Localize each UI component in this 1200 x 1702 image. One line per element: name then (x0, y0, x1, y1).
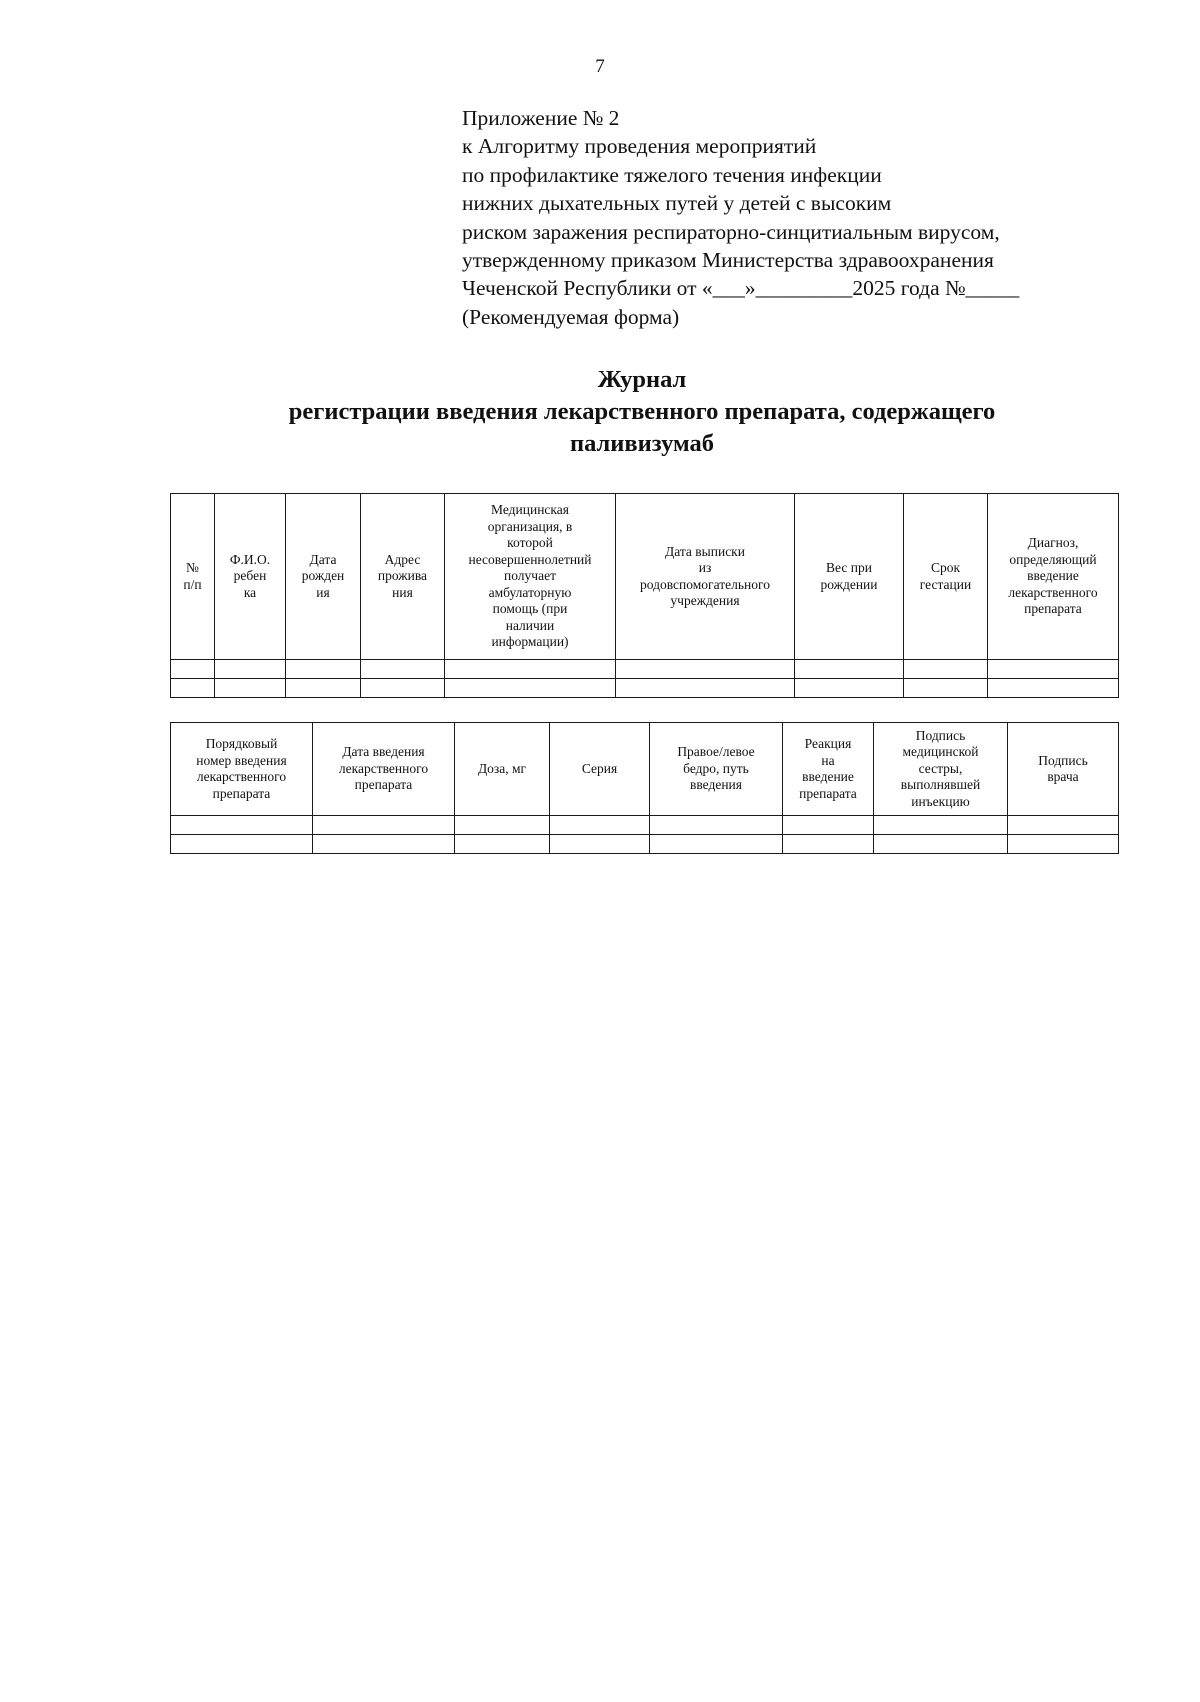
table-cell[interactable] (361, 660, 445, 679)
table-cell[interactable] (286, 679, 361, 698)
appendix-line: по профилактике тяжелого течения инфекции (462, 162, 882, 187)
table-cell[interactable] (904, 679, 988, 698)
table-cell[interactable] (215, 660, 286, 679)
table-row (171, 835, 1119, 854)
table-cell[interactable] (904, 660, 988, 679)
header-cell: Ф.И.О. ребен ка (215, 494, 286, 660)
header-cell: Подпись врача (1008, 723, 1119, 816)
table-cell[interactable] (616, 679, 795, 698)
injection-record-table (170, 722, 1119, 854)
patient-registration-table (170, 493, 1119, 698)
table-cell[interactable] (650, 835, 783, 854)
header-cell: Подпись медицинской сестры, выполнявшей инъекцию (874, 723, 1008, 816)
table-cell[interactable] (874, 816, 1008, 835)
header-cell: Серия (550, 723, 650, 816)
table-cell[interactable] (455, 835, 550, 854)
table-cell[interactable] (650, 816, 783, 835)
table-cell[interactable] (215, 679, 286, 698)
table-cell[interactable] (313, 835, 455, 854)
table-cell[interactable] (445, 660, 616, 679)
table-row (171, 679, 1119, 698)
table-row (171, 660, 1119, 679)
header-cell: Доза, мг (455, 723, 550, 816)
table-cell[interactable] (550, 816, 650, 835)
table-cell[interactable] (1008, 816, 1119, 835)
table-row (171, 816, 1119, 835)
header-cell: Порядковый номер введения лекарственного препарата (171, 723, 313, 816)
appendix-line: утвержденному приказом Министерства здравоохранения (462, 248, 994, 273)
table-cell[interactable] (171, 816, 313, 835)
appendix-line: Приложение № 2 (462, 106, 620, 130)
table-cell[interactable] (550, 835, 650, 854)
title-line: регистрации введения лекарственного препарата, содержащего (288, 398, 996, 425)
table-cell[interactable] (988, 660, 1119, 679)
header-cell: Медицинская организация, в которой несовершеннолетний получает амбулаторную помощь (при наличии информации) (445, 494, 616, 660)
table-cell[interactable] (783, 816, 874, 835)
title-line: Журнал (597, 366, 687, 393)
header-cell: Дата выписки из родовспомогательного учреждения (616, 494, 795, 660)
page-number: 7 (595, 56, 605, 77)
header-cell: Дата рожден ия (286, 494, 361, 660)
header-cell: Срок гестации (904, 494, 988, 660)
table-cell[interactable] (795, 660, 904, 679)
table-header-row (171, 723, 1119, 816)
title-line: паливизумаб (569, 430, 715, 457)
table-cell[interactable] (874, 835, 1008, 854)
header-cell: № п/п (171, 494, 215, 660)
table-cell[interactable] (313, 816, 455, 835)
appendix-line: риском заражения респираторно-синцитиальным вирусом, (462, 219, 1000, 244)
table-cell[interactable] (171, 679, 215, 698)
table-cell[interactable] (171, 660, 215, 679)
appendix-line: нижних дыхательных путей у детей с высоким (462, 191, 892, 216)
header-cell: Правое/левое бедро, путь введения (650, 723, 783, 816)
table-cell[interactable] (1008, 835, 1119, 854)
header-cell: Реакция на введение препарата (783, 723, 874, 816)
header-cell: Диагноз, определяющий введение лекарственного препарата (988, 494, 1119, 660)
table-cell[interactable] (795, 679, 904, 698)
appendix-line: (Рекомендуемая форма) (462, 304, 680, 329)
table-cell[interactable] (171, 835, 313, 854)
appendix-line: к Алгоритму проведения мероприятий (462, 134, 817, 159)
table-cell[interactable] (455, 816, 550, 835)
header-cell: Дата введения лекарственного препарата (313, 723, 455, 816)
table-cell[interactable] (445, 679, 616, 698)
document-title (200, 364, 1084, 460)
appendix-line: Чеченской Республики от «___»_________2025 года №_____ (462, 276, 1020, 301)
appendix-note (462, 104, 1019, 331)
table-cell[interactable] (616, 660, 795, 679)
table-header-row (171, 494, 1119, 660)
table-cell[interactable] (988, 679, 1119, 698)
table-cell[interactable] (286, 660, 361, 679)
header-cell: Адрес прожива ния (361, 494, 445, 660)
header-cell: Вес при рождении (795, 494, 904, 660)
table-cell[interactable] (361, 679, 445, 698)
table-cell[interactable] (783, 835, 874, 854)
